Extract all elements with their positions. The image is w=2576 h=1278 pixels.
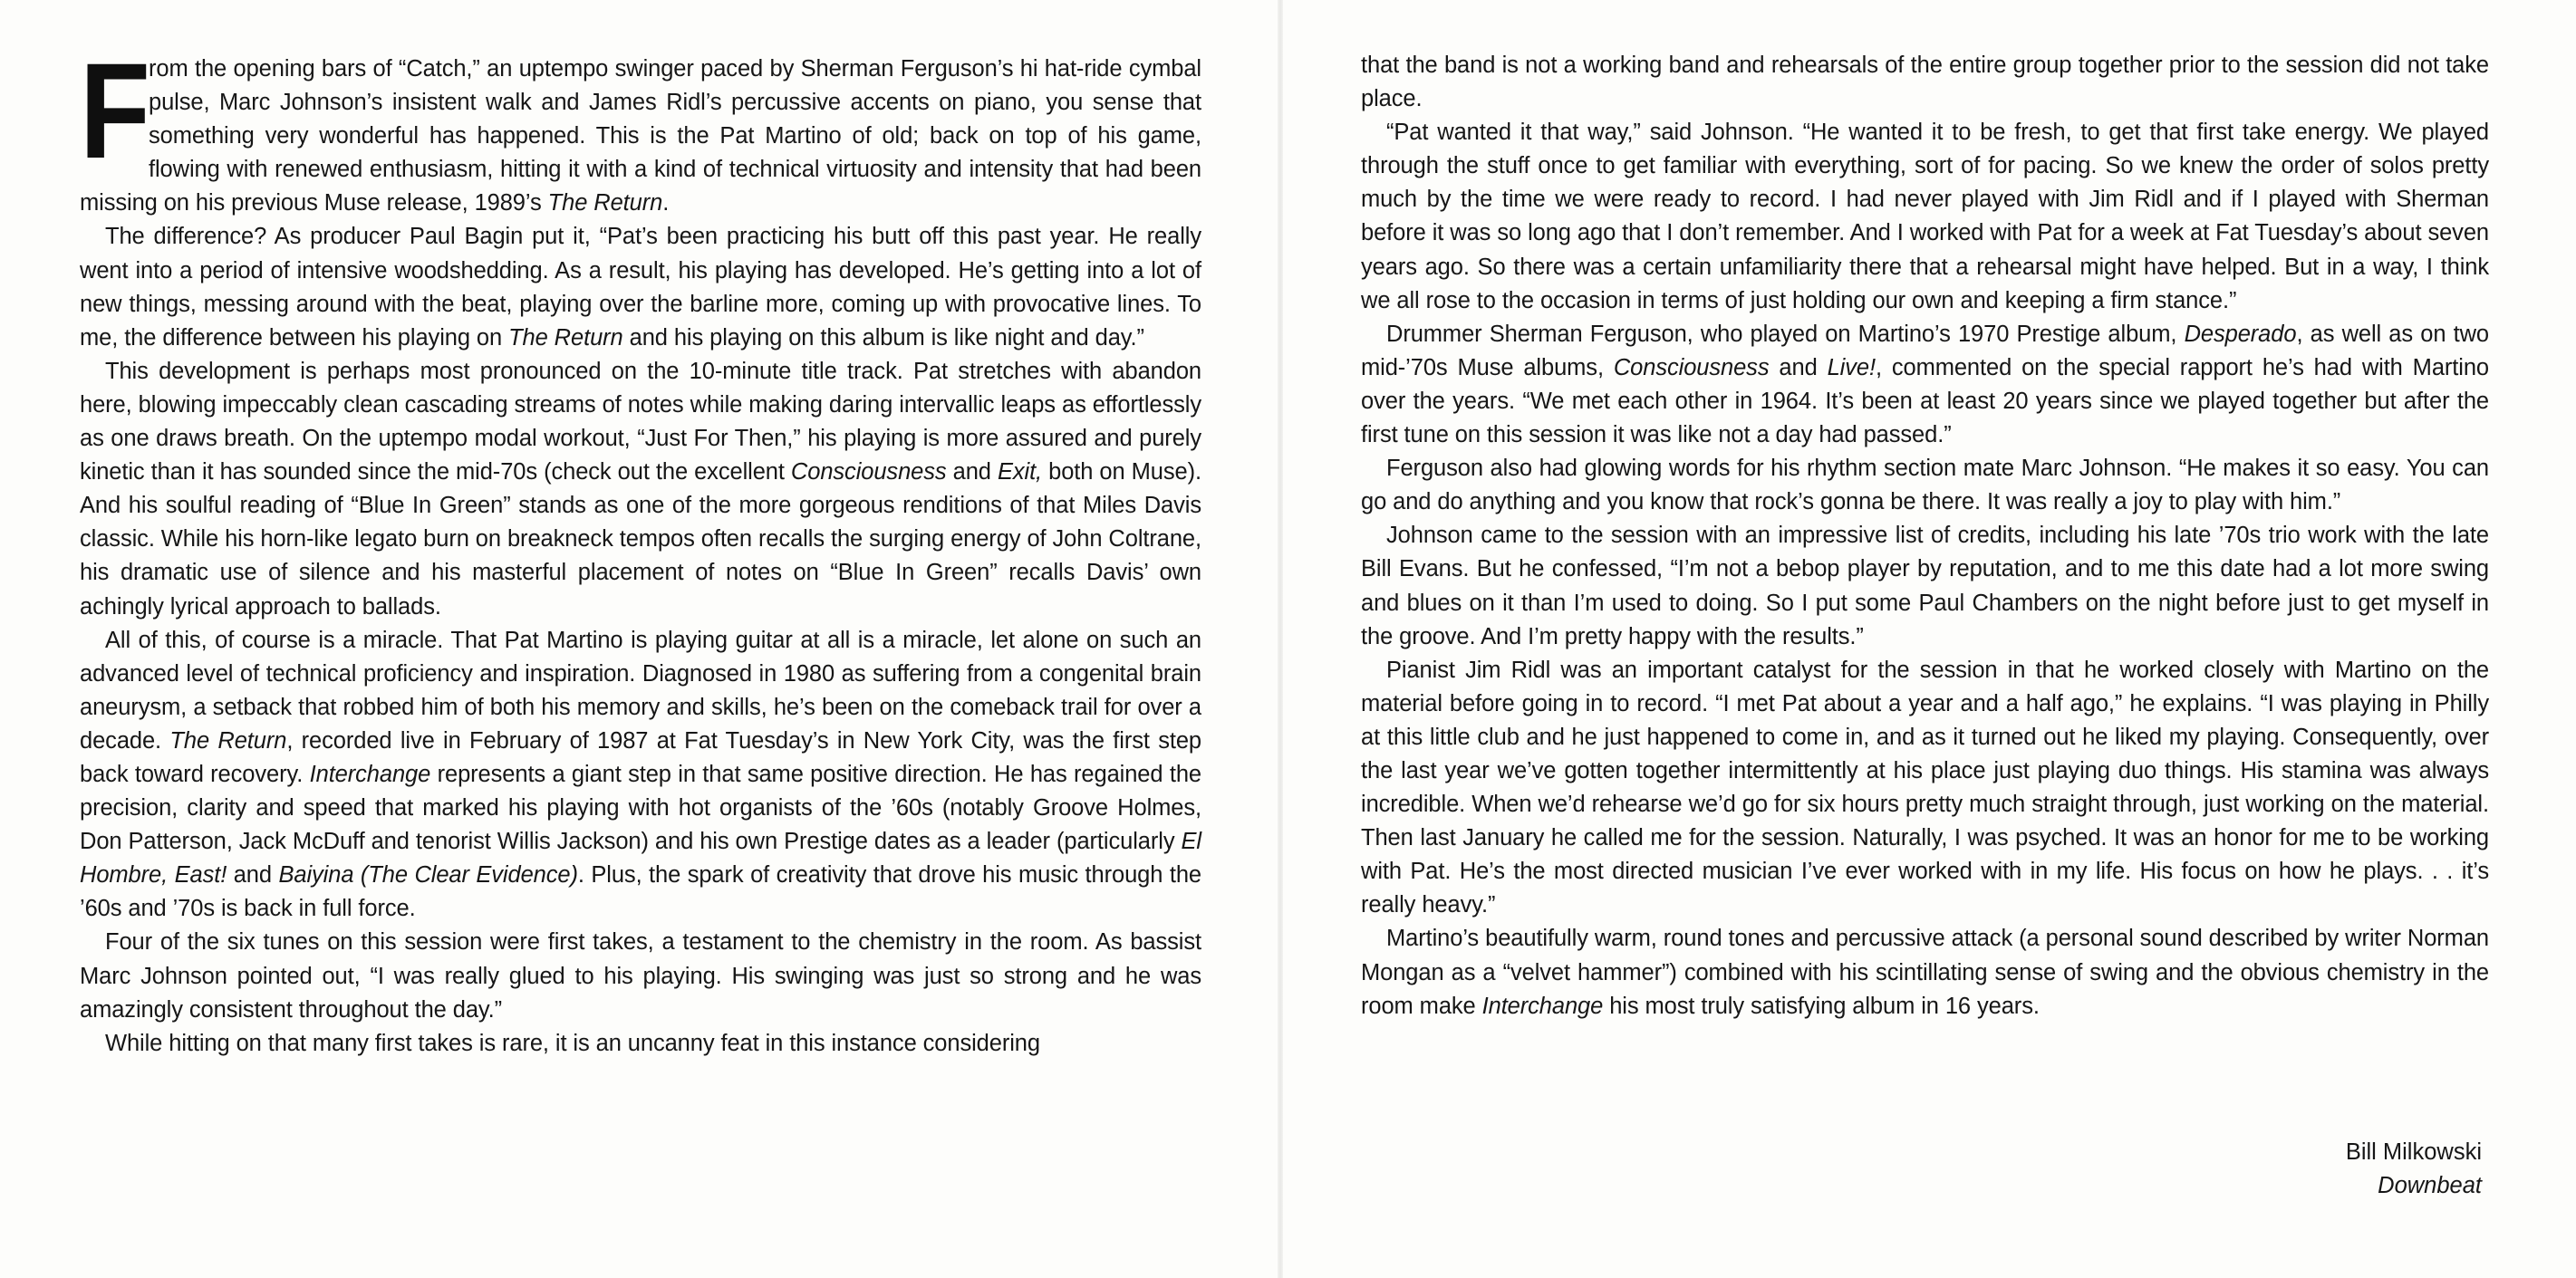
signature [2346,1136,2482,1203]
paragraph-conclusion: Martino’s beautifully warm, round tones and percussive attack (a personal sound described by writer Norman Mongan as a “velvet hammer”) combined with his scintillating sense of swing and the obvious chemistry in the room make Interchange his most truly satisfying album in 16 years. [1361,926,2489,1019]
paragraph-5: Four of the six tunes on this session were first takes, a testament to the chemistry in the room. As bassist Marc Johnson pointed out, “I was really glued to his playing. His swinging was just so strong and he was amazingly consistent throughout the day.” [80,929,1201,1023]
right-page [1361,49,2489,1023]
paragraph-johnson-quote: “Pat wanted it that way,” said Johnson. “He wanted it to be fresh, to get that first take energy. We played through the stuff once to get familiar with everything, sort of for pacing. So we knew the order of solos pretty much by the time we were ready to record. I had never played with Jim Ridl and if I played with Sherman before it was so long ago that I don’t remember. And I worked with Pat for a week at Fat Tuesday’s about seven years ago. So there was a certain unfamiliarity there that a rehearsal might have helped. But in a way, I think we all rose to the occasion in terms of just holding our own and keeping a firm stance.” [1361,120,2489,313]
paragraph-6: While hitting on that many first takes is rare, it is an uncanny feat in this instance considering [105,1030,1040,1056]
paragraph-4: All of this, of course is a miracle. That Pat Martino is playing guitar at all is a miracle, let alone on such an advanced level of technical proficiency and inspiration. Diagnosed in 1980 as suffering from a congenital brain aneurysm, a setback that robbed him of both his memory and skills, he’s been on the comeback trail for over a decade. The Return, recorded live in February of 1987 at Fat Tuesday’s in New York City, was the first step back toward recovery. Interchange represents a giant step in that same positive direction. He has regained the precision, clarity and speed that marked his playing with hot organists of the ’60s (notably Groove Holmes, Don Patterson, Jack McDuff and tenorist Willis Jackson) and his own Prestige dates as a leader (particularly El Hombre, East! and Baiyina (The Clear Evidence). Plus, the spark of creativity that drove his music through the ’60s and ’70s is back in full force. [80,627,1202,922]
paragraph-2: The difference? As producer Paul Bagin put it, “Pat’s been practicing his butt off this past year. He really went into a period of intensive woodshedding. As a result, his playing has developed. He’s getting into a lot of new things, messing around with the beat, playing over the barline more, coming up with provocative lines. To me, the difference between his playing on The Return and his playing on this album is like night and day.” [80,224,1201,351]
paragraph-ferguson-words: Ferguson also had glowing words for his rhythm section mate Marc Johnson. “He makes it so easy. You can go and do anything and you know that rock’s gonna be there. It was really a joy to play with him.” [1361,456,2489,515]
left-page [80,34,1202,1061]
author-name: Bill Milkowski [2345,1139,2482,1165]
page-fold [1278,0,1283,1278]
publication-name: Downbeat [2378,1173,2482,1198]
drop-cap: F [80,34,150,187]
paragraph-continued: that the band is not a working band and rehearsals of the entire group together prior to the session did not take place. [1361,53,2489,112]
paragraph-1: F rom the opening bars of “Catch,” an uptempo swinger paced by Sherman Ferguson’s hi hat-ride cymbal pulse, Marc Johnson’s insistent walk and James Ridl’s percussive accents on piano, you sense that something very wonderful has happened. This is the Pat Martino of old; back on top of his game, flowing with renewed enthusiasm, hitting it with a kind of technical virtuosity and intensity that had been missing on his previous Muse release, 1989’s The Return. [80,34,1201,216]
paragraph-3: This development is perhaps most pronounced on the 10-minute title track. Pat stretches with abandon here, blowing impeccably clean cascading streams of notes while making daring intervallic leaps as effortlessly as one draws breath. On the uptempo modal workout, “Just For Then,” his playing is more assured and purely kinetic than it has sounded since the mid-70s (check out the excellent Consciousness and Exit, both on Muse). And his soulful reading of “Blue In Green” stands as one of the more gorgeous renditions of that Miles Davis classic. While his horn-like legato burn on breakneck tempos often recalls the surging energy of John Coltrane, his dramatic use of silence and his masterful placement of notes on “Blue In Green” recalls Davis’ own achingly lyrical approach to ballads. [80,358,1201,620]
paragraph-johnson-credits: Johnson came to the session with an impressive list of credits, including his late ’70s trio work with the late Bill Evans. But he confessed, “I’m not a bebop player by reputation, and to me this date had a lot more swing and blues on it than I’m used to doing. So I put some Paul Chambers on the night before just to get myself in the groove. And I’m pretty happy with the results.” [1361,523,2489,649]
paragraph-ferguson: Drummer Sherman Ferguson, who played on Martino’s 1970 Prestige album, Desperado, as well as on two mid-’70s Muse albums, Consciousness and Live!, commented on the special rapport he’s had with Martino over the years. “We met each other in 1964. It’s been at least 20 years since we played together but after the first tune on this session it was like not a day had passed.” [1361,321,2490,448]
paragraph-ridl: Pianist Jim Ridl was an important catalyst for the session in that he worked closely with Martino on the material before going in to record. “I met Pat about a year and a half ago,” he explains. “I was playing in Philly at this little club and he just happened to come in, and as it turned out he liked my playing. Consequently, over the last year we’ve gotten together intermittently at his place just playing duo things. His stamina was always incredible. When we’d rehearse we’d go for six hours pretty much straight through, just working on the material. Then last January he called me for the session. Naturally, I was psyched. It was an honor for me to be working with Pat. He’s the most directed musician I’ve ever worked with in my life. His focus on how he plays. . . it’s really heavy.” [1361,657,2489,918]
